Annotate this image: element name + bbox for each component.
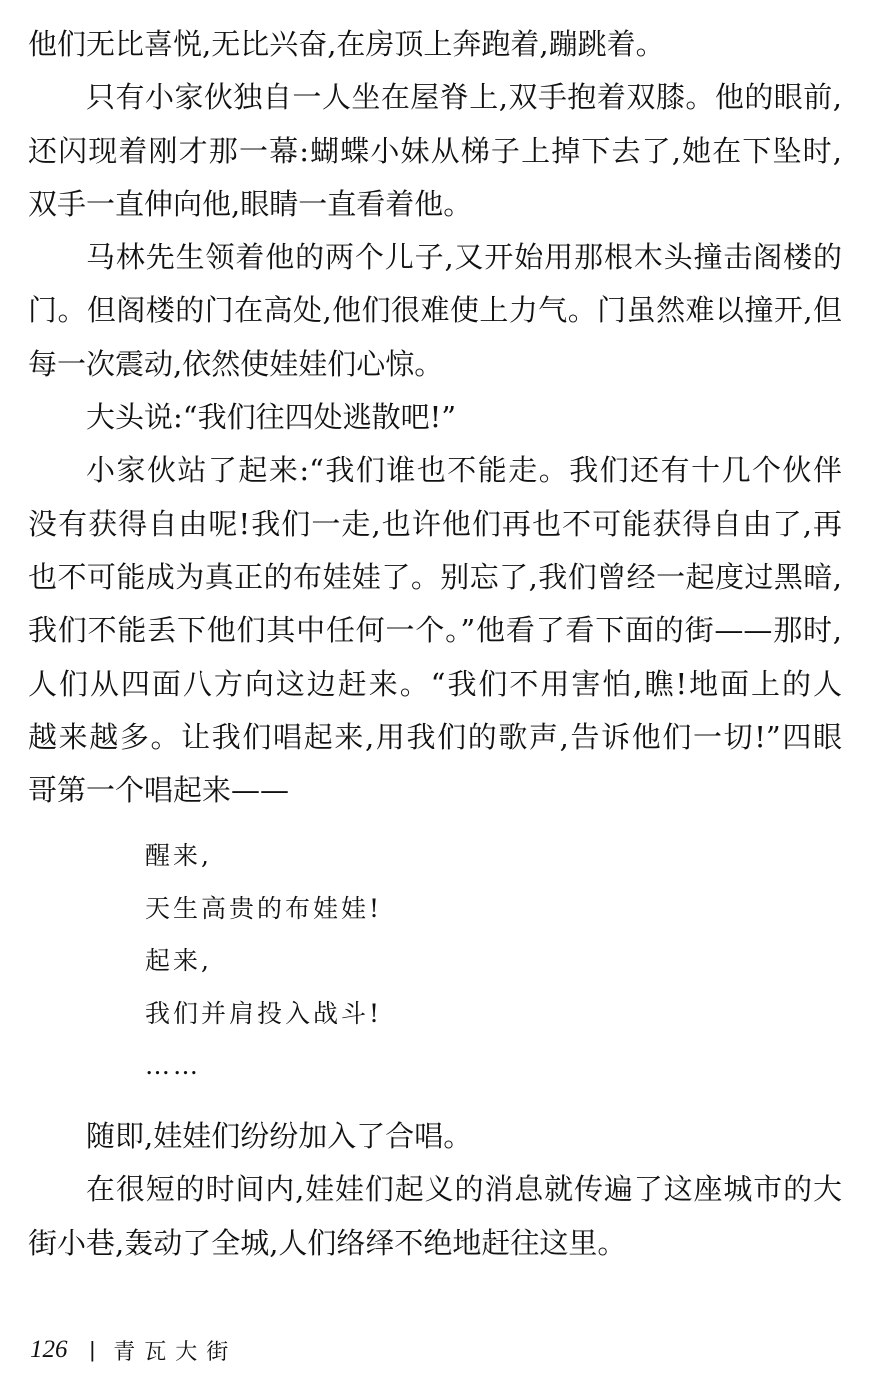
text-line: 哥第一个唱起来—— [28, 773, 290, 808]
body-text [28, 18, 842, 817]
text-line: 在很短的时间内,娃娃们起义的消息就传遍了这座城市的大 [86, 1172, 842, 1207]
poem-line: 醒来, [145, 841, 212, 870]
book-title: 青瓦大街 [113, 1339, 238, 1365]
text-line: 街小巷,轰动了全城,人们络绎不绝地赶往这里。 [28, 1225, 627, 1260]
body-text-continued [28, 1110, 842, 1270]
text-line: 没有获得自由呢!我们一走,也许他们再也不可能获得自由了,再 [28, 506, 842, 541]
text-line: 我们不能丢下他们其中任何一个。”他看了看下面的街——那时, [28, 613, 842, 648]
poem-line: 天生高贵的布娃娃! [145, 893, 383, 923]
text-line: 越来越多。让我们唱起来,用我们的歌声,告诉他们一切!”四眼 [28, 719, 842, 754]
text-line: 大头说:“我们往四处逃散吧!” [86, 400, 457, 435]
page-footer [30, 1332, 237, 1368]
text-line: 他们无比喜悦,无比兴奋,在房顶上奔跑着,蹦跳着。 [28, 27, 665, 61]
text-line: 人们从四面八方向这边赶来。“我们不用害怕,瞧!地面上的人 [28, 666, 842, 701]
page-number: 126 [30, 1336, 68, 1363]
poem-line: 起来, [145, 946, 212, 975]
poem-block [145, 830, 382, 1093]
text-line: 还闪现着刚才那一幕:蝴蝶小妹从梯子上掉下去了,她在下坠时, [28, 133, 842, 168]
text-line: 也不可能成为真正的布娃娃了。别忘了,我们曾经一起度过黑暗, [28, 559, 842, 594]
text-line: 小家伙站了起来:“我们谁也不能走。我们还有十几个伙伴 [86, 453, 842, 488]
text-line: 马林先生领着他的两个儿子,又开始用那根木头撞击阁楼的 [86, 240, 842, 275]
text-line: 门。但阁楼的门在高处,他们很难使上力气。门虽然难以撞开,但 [28, 293, 842, 328]
text-line: 只有小家伙独自一人坐在屋脊上,双手抱着双膝。他的眼前, [86, 80, 842, 115]
poem-line: …… [145, 1051, 201, 1080]
footer-separator: | [89, 1337, 96, 1362]
text-line: 随即,娃娃们纷纷加入了合唱。 [86, 1119, 473, 1153]
text-line: 双手一直伸向他,眼睛一直看着他。 [28, 186, 473, 221]
text-line: 每一次震动,依然使娃娃们心惊。 [28, 346, 444, 381]
poem-line: 我们并肩投入战斗! [145, 998, 383, 1028]
